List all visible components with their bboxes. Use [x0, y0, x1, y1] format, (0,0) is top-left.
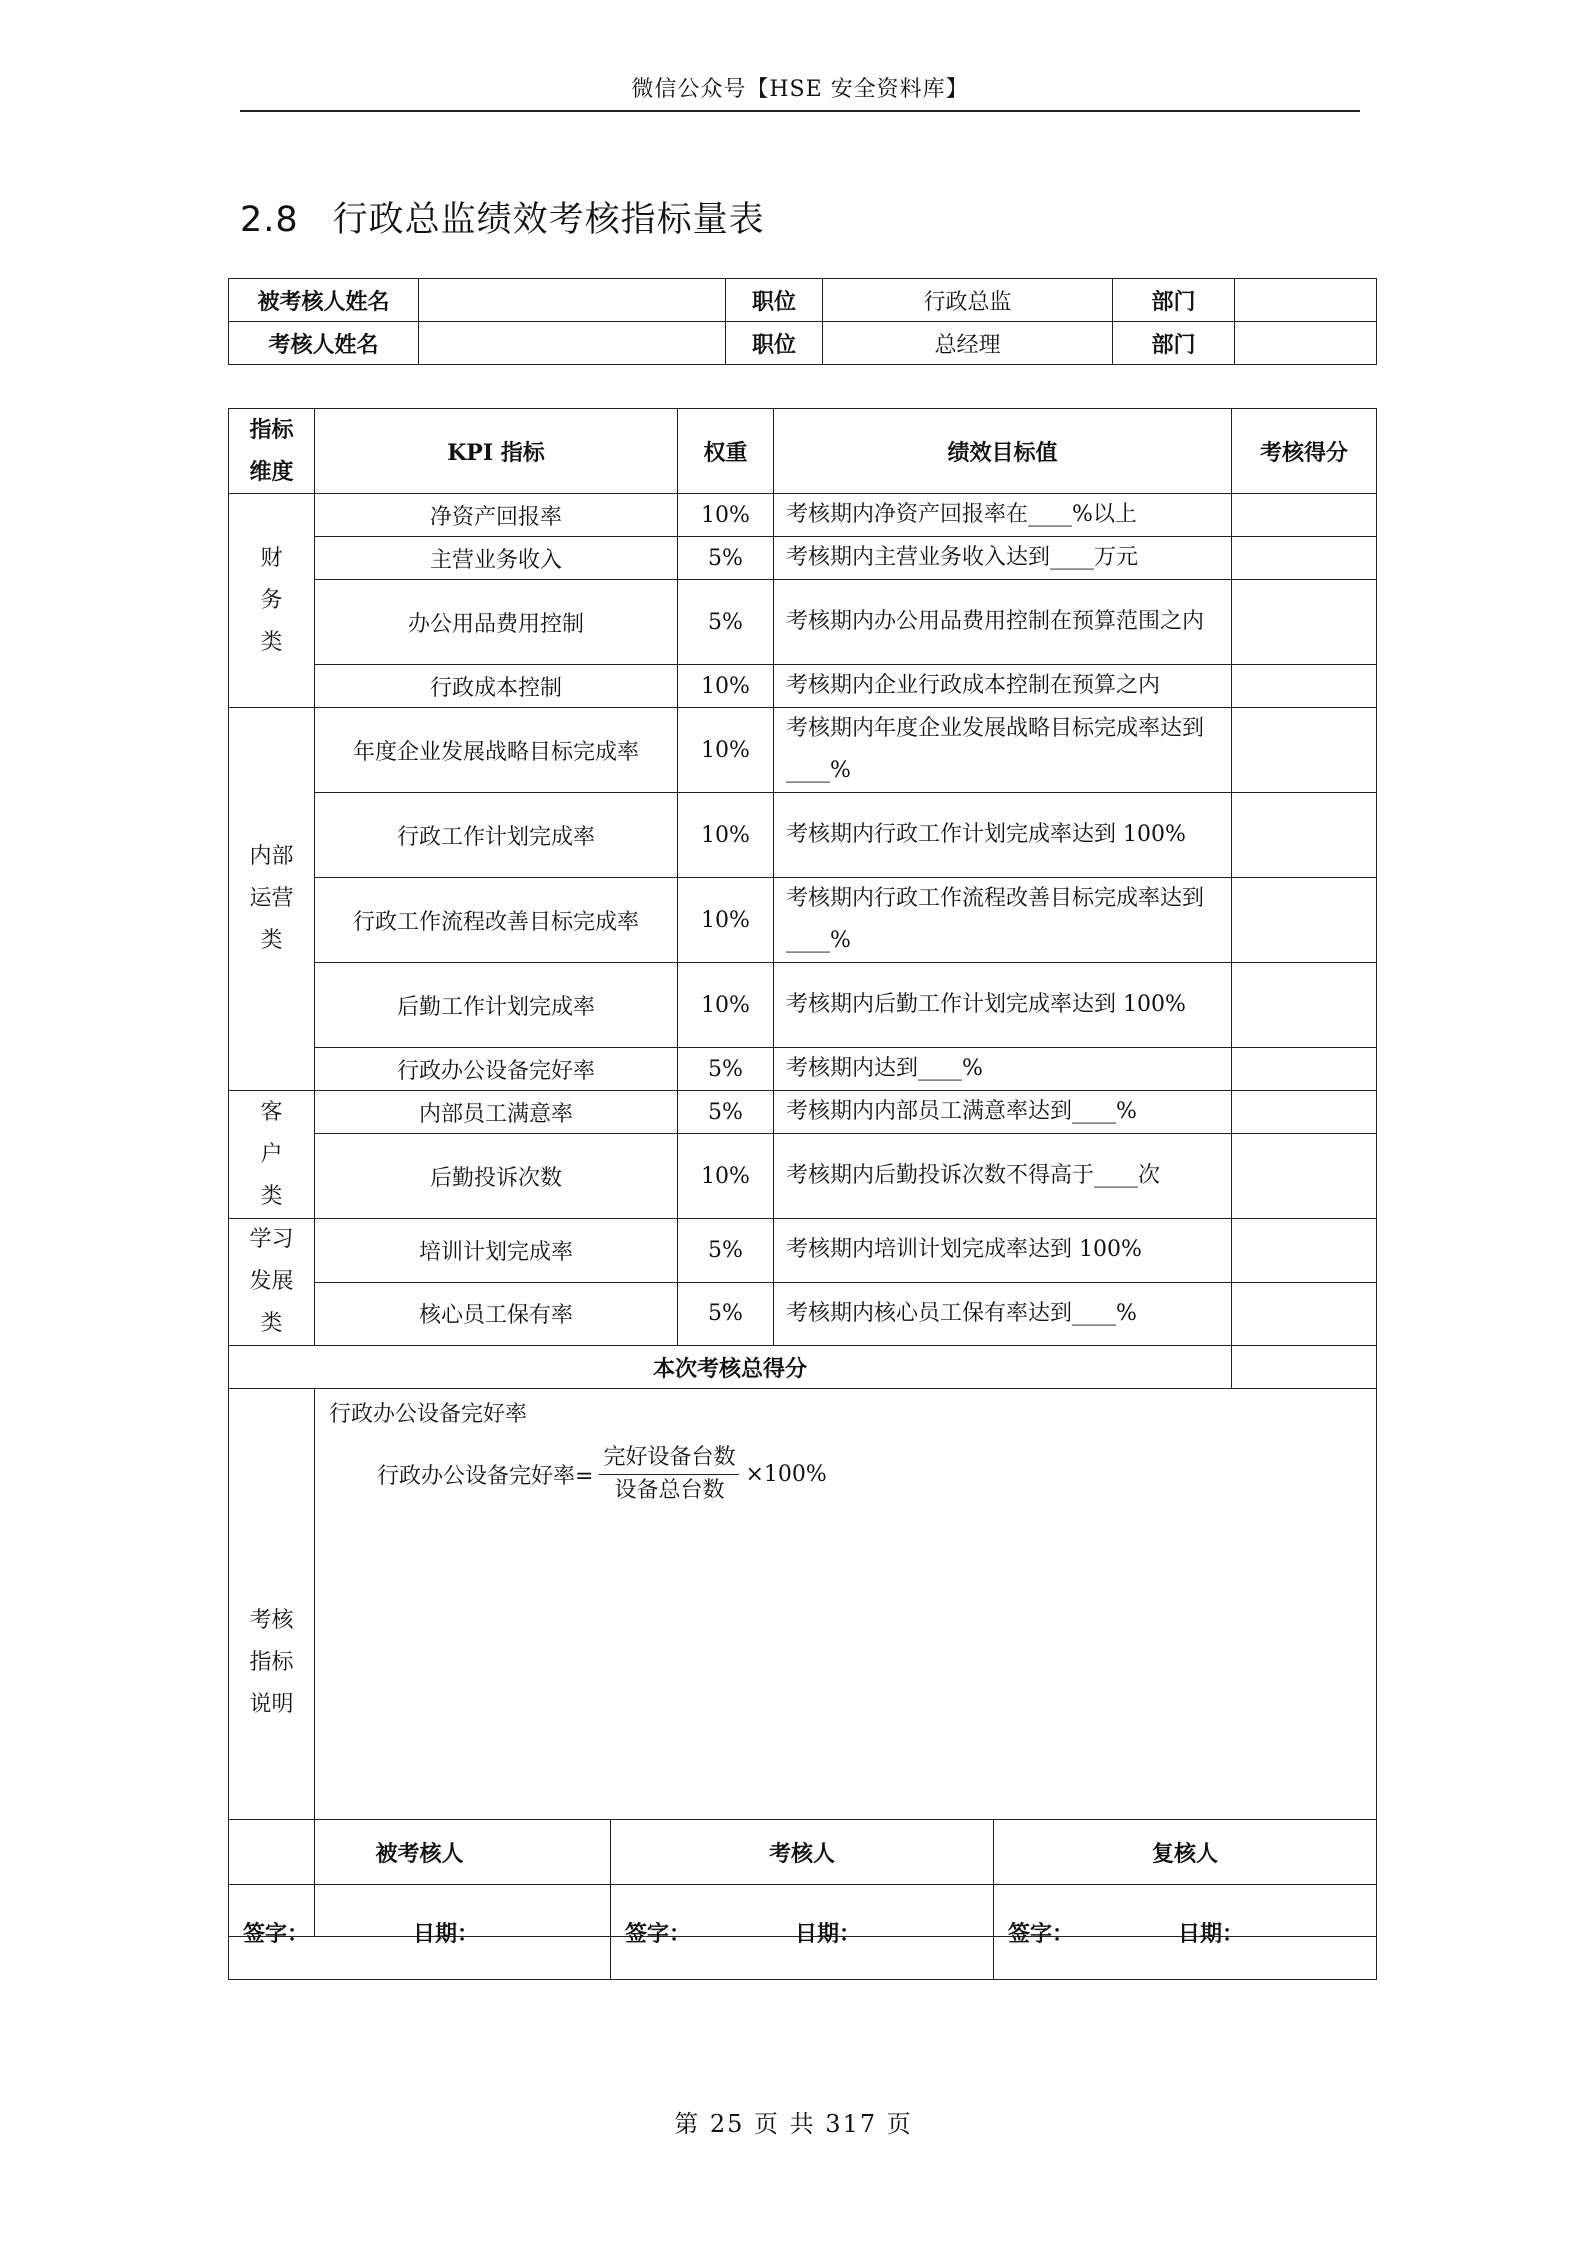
dimension-cell: [229, 494, 315, 708]
kpi-name: 行政办公设备完好率: [315, 1048, 678, 1091]
dimension-line: 财: [260, 545, 283, 571]
kpi-header-row: [229, 409, 1377, 494]
table-row: [229, 494, 1377, 537]
kpi-weight: 10%: [678, 708, 774, 793]
section-title-text: 行政总监绩效考核指标量表: [332, 200, 765, 240]
kpi-target: 考核期内行政工作流程改善目标完成率达到____%: [774, 878, 1232, 963]
formula: [377, 1442, 1362, 1507]
signature-role: 被考核人: [229, 1820, 611, 1885]
dept-label: 部门: [1113, 322, 1235, 365]
signature-line: [237, 1917, 602, 1948]
signature-role: 考核人: [611, 1820, 994, 1885]
section-title: [240, 192, 765, 242]
kpi-weight: 5%: [678, 1048, 774, 1091]
kpi-target: 考核期内核心员工保有率达到____%: [774, 1282, 1232, 1346]
explain-label-line: 考核: [249, 1607, 294, 1633]
header-score: 考核得分: [1232, 409, 1377, 494]
kpi-score-field[interactable]: [1232, 878, 1377, 963]
explain-label-line: 指标: [249, 1649, 294, 1675]
signature-field[interactable]: [611, 1885, 994, 1980]
kpi-target: 考核期内达到____%: [774, 1048, 1232, 1091]
kpi-weight: 10%: [678, 963, 774, 1048]
table-row: [229, 963, 1377, 1048]
kpi-target: 考核期内年度企业发展战略目标完成率达到____%: [774, 708, 1232, 793]
kpi-score-field[interactable]: [1232, 1219, 1377, 1283]
info-row-assessor: [229, 322, 1377, 365]
kpi-weight: 5%: [678, 537, 774, 580]
kpi-name: 主营业务收入: [315, 537, 678, 580]
kpi-target: 考核期内行政工作计划完成率达到 100%: [774, 793, 1232, 878]
sign-label: 签字：: [1008, 1920, 1075, 1947]
dimension-line: 发展: [249, 1269, 294, 1294]
position-label: 职位: [726, 322, 823, 365]
kpi-score-field[interactable]: [1232, 494, 1377, 537]
assessee-name-label: 被考核人姓名: [229, 279, 419, 322]
kpi-score-field[interactable]: [1232, 1091, 1377, 1134]
assessor-position: 总经理: [823, 322, 1113, 365]
formula-multiplier: ×100%: [745, 1462, 827, 1487]
table-row: [229, 878, 1377, 963]
formula-numerator: 完好设备台数: [599, 1442, 739, 1475]
table-row: [229, 665, 1377, 708]
dimension-line: 务: [260, 587, 283, 613]
kpi-name: 行政工作流程改善目标完成率: [315, 878, 678, 963]
signature-fields-row: [229, 1885, 1377, 1980]
dimension-line: 类: [260, 629, 283, 655]
table-row: [229, 1048, 1377, 1091]
dimension-line: 内部: [249, 844, 294, 869]
kpi-name: 培训计划完成率: [315, 1219, 678, 1283]
date-label: 日期：: [413, 1920, 480, 1947]
kpi-weight: 10%: [678, 878, 774, 963]
kpi-weight: 10%: [678, 494, 774, 537]
kpi-name: 后勤工作计划完成率: [315, 963, 678, 1048]
dimension-cell: [229, 708, 315, 1091]
kpi-score-field[interactable]: [1232, 793, 1377, 878]
total-score-field[interactable]: [1232, 1346, 1377, 1389]
signature-field[interactable]: [994, 1885, 1377, 1980]
kpi-name: 后勤投诉次数: [315, 1134, 678, 1219]
header-target: 绩效目标值: [774, 409, 1232, 494]
kpi-weight: 10%: [678, 793, 774, 878]
table-row: [229, 793, 1377, 878]
table-row: [229, 708, 1377, 793]
header-rule: [240, 110, 1360, 112]
kpi-name: 行政工作计划完成率: [315, 793, 678, 878]
section-number: 2.8: [240, 200, 299, 240]
header-weight: 权重: [678, 409, 774, 494]
dimension-line: 类: [260, 1311, 283, 1336]
kpi-target: 考核期内办公用品费用控制在预算范围之内: [774, 580, 1232, 665]
dimension-line: 类: [260, 1183, 283, 1209]
assessor-name-label: 考核人姓名: [229, 322, 419, 365]
assessor-name-field[interactable]: [419, 322, 726, 365]
sign-label: 签字：: [625, 1920, 692, 1947]
kpi-name: 行政成本控制: [315, 665, 678, 708]
kpi-table: [228, 408, 1377, 1937]
kpi-target: 考核期内后勤工作计划完成率达到 100%: [774, 963, 1232, 1048]
dimension-line: 客: [260, 1099, 283, 1125]
kpi-target: 考核期内净资产回报率在____%以上: [774, 494, 1232, 537]
signature-role: 复核人: [994, 1820, 1377, 1885]
kpi-score-field[interactable]: [1232, 665, 1377, 708]
kpi-weight: 5%: [678, 1219, 774, 1283]
kpi-name: 核心员工保有率: [315, 1282, 678, 1346]
total-row: [229, 1346, 1377, 1389]
date-label: 日期：: [1178, 1920, 1245, 1947]
signature-line: [1002, 1917, 1368, 1948]
kpi-score-field[interactable]: [1232, 1282, 1377, 1346]
dept-label: 部门: [1113, 279, 1235, 322]
dimension-line: 学习: [249, 1227, 294, 1252]
kpi-name: 内部员工满意率: [315, 1091, 678, 1134]
table-row: [229, 537, 1377, 580]
kpi-score-field[interactable]: [1232, 580, 1377, 665]
explain-label-line: 说明: [249, 1691, 294, 1717]
dimension-line: 类: [260, 928, 283, 953]
kpi-weight: 10%: [678, 1134, 774, 1219]
table-row: [229, 1091, 1377, 1134]
header-dimension-line: 维度: [249, 459, 294, 485]
kpi-target: 考核期内主营业务收入达到____万元: [774, 537, 1232, 580]
kpi-score-field[interactable]: [1232, 537, 1377, 580]
header-dimension-line: 指标: [249, 417, 294, 443]
kpi-weight: 5%: [678, 580, 774, 665]
dimension-line: 运营: [249, 886, 294, 911]
formula-denominator: 设备总台数: [614, 1478, 725, 1503]
signature-table: [228, 1819, 1377, 1980]
assessee-name-field[interactable]: [419, 279, 726, 322]
table-row: [229, 1282, 1377, 1346]
date-label: 日期：: [795, 1920, 862, 1947]
position-label: 职位: [726, 279, 823, 322]
sign-label: 签字：: [243, 1920, 310, 1947]
kpi-target: 考核期内培训计划完成率达到 100%: [774, 1219, 1232, 1283]
kpi-target: 考核期内后勤投诉次数不得高于____次: [774, 1134, 1232, 1219]
kpi-score-field[interactable]: [1232, 963, 1377, 1048]
kpi-target: 考核期内企业行政成本控制在预算之内: [774, 665, 1232, 708]
formula-lhs: 行政办公设备完好率=: [377, 1464, 594, 1489]
signature-field[interactable]: [229, 1885, 611, 1980]
table-row: [229, 1219, 1377, 1283]
dimension-cell: [229, 1219, 315, 1346]
kpi-weight: 10%: [678, 665, 774, 708]
kpi-weight: 5%: [678, 1091, 774, 1134]
kpi-name: 年度企业发展战略目标完成率: [315, 708, 678, 793]
info-table: [228, 278, 1377, 365]
page-footer: 第 25 页 共 317 页: [674, 2110, 913, 2138]
kpi-score-field[interactable]: [1232, 1048, 1377, 1091]
kpi-name: 净资产回报率: [315, 494, 678, 537]
kpi-target: 考核期内内部员工满意率达到____%: [774, 1091, 1232, 1134]
page-header: 微信公众号【HSE 安全资料库】: [631, 77, 969, 102]
dimension-cell: [229, 1091, 315, 1219]
info-row-assessee: [229, 279, 1377, 322]
fraction: [599, 1442, 739, 1507]
signature-roles-row: [229, 1820, 1377, 1885]
kpi-score-field[interactable]: [1232, 708, 1377, 793]
assessee-position: 行政总监: [823, 279, 1113, 322]
table-row: [229, 1134, 1377, 1219]
explain-heading: 行政办公设备完好率: [329, 1402, 528, 1427]
signature-line: [619, 1917, 985, 1948]
assessee-dept-field[interactable]: [1235, 279, 1377, 322]
kpi-name: 办公用品费用控制: [315, 580, 678, 665]
total-label: 本次考核总得分: [229, 1346, 1232, 1389]
table-row: [229, 580, 1377, 665]
dimension-line: 户: [260, 1141, 283, 1167]
assessor-dept-field[interactable]: [1235, 322, 1377, 365]
header-kpi: KPI 指标: [315, 409, 678, 494]
header-dimension: [229, 409, 315, 494]
kpi-score-field[interactable]: [1232, 1134, 1377, 1219]
kpi-weight: 5%: [678, 1282, 774, 1346]
